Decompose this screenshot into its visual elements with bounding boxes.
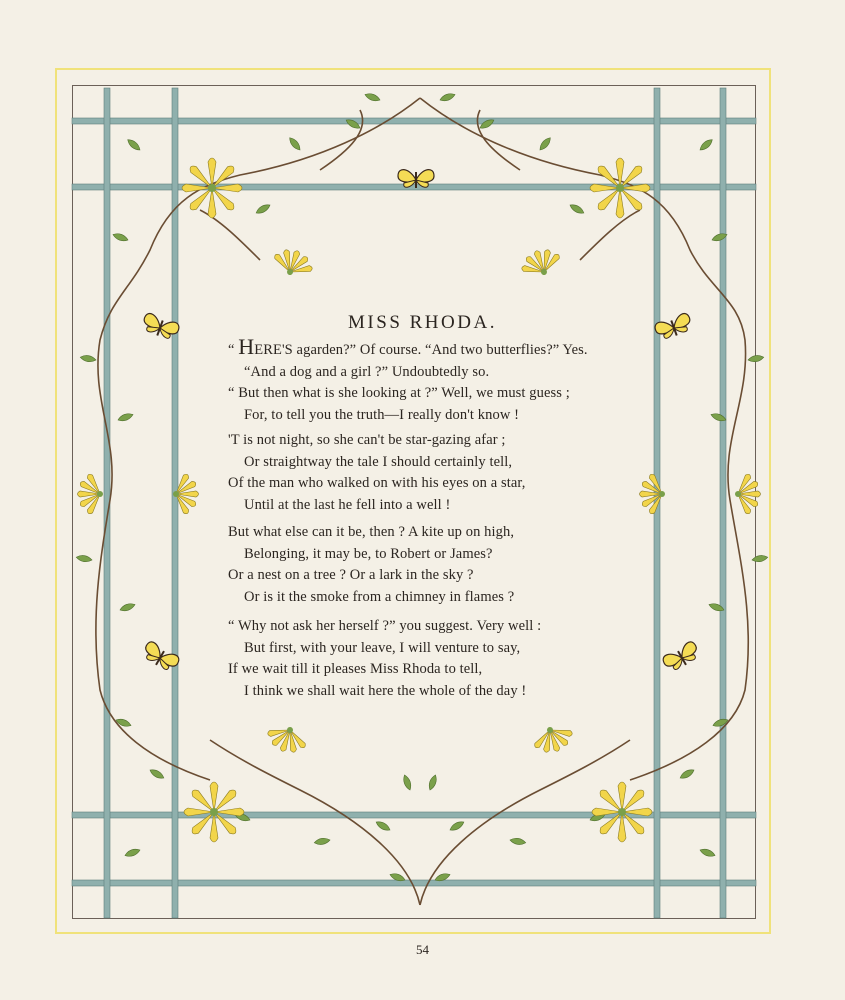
poem-line: But first, with your leave, I will venture to say, xyxy=(244,639,521,656)
stanza-2 xyxy=(228,430,525,516)
poem-line: “ But then what is she looking at ?” Well, we must guess ; xyxy=(228,385,570,401)
stanza-3 xyxy=(228,522,514,608)
poem-line: Or straightway the tale I should certainly tell, xyxy=(244,453,513,470)
drop-cap: H xyxy=(238,334,255,359)
poem-line xyxy=(228,334,588,362)
poem-line: Or is it the smoke from a chimney in flames ? xyxy=(244,588,515,605)
poem-line: 'T is not night, so she can't be star-gazing afar ; xyxy=(228,432,506,448)
poem-line: “ Why not ask her herself ?” you suggest. Very well : xyxy=(228,618,542,634)
open-quote: “ xyxy=(228,342,239,358)
page-number: 54 xyxy=(416,942,429,957)
poem-line: Belonging, it may be, to Robert or James? xyxy=(244,545,493,562)
poem-title: MISS RHODA. xyxy=(348,312,497,333)
poem-line: Until at the last he fell into a well ! xyxy=(244,496,451,513)
poem-line: Or a nest on a tree ? Or a lark in the sky ? xyxy=(228,567,474,583)
line-text: ERE'S agarden?” Of course. “And two butterflies?” Yes. xyxy=(254,342,588,358)
stanza-4 xyxy=(228,616,541,702)
poem-line: If we wait till it pleases Miss Rhoda to tell, xyxy=(228,661,483,677)
poem-line: For, to tell you the truth—I really don't know ! xyxy=(244,406,520,423)
poem-line: But what else can it be, then ? A kite up on high, xyxy=(228,524,515,540)
poem-line: “And a dog and a girl ?” Undoubtedly so. xyxy=(244,363,490,380)
poem-line: I think we shall wait here the whole of the day ! xyxy=(244,682,527,699)
stanza-1 xyxy=(228,334,588,426)
poem-line: Of the man who walked on with his eyes on a star, xyxy=(228,475,526,491)
